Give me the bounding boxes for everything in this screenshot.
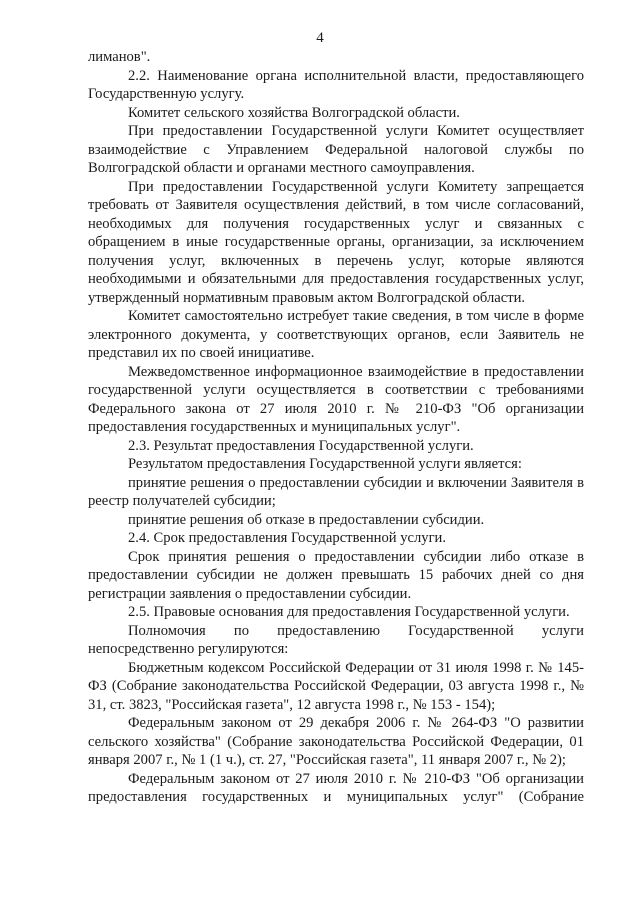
paragraph: Комитет самостоятельно истребует такие сведения, в том числе в форме электронного документа, у соответствующих органов, если Заявитель не представил их по своей инициативе. [88,308,584,361]
paragraph: Федеральным законом от 29 декабря 2006 г. № 264-ФЗ "О развитии сельского хозяйства" (Собрание законодательства Российской Федерации, 01 января 2007 г., № 1 (1 ч.), ст. 27, "Российская газета", 11 января 2007 г., № 2); [88,715,584,768]
paragraph: Комитет сельского хозяйства Волгоградской области. [128,104,460,121]
paragraph: Федеральным законом от 27 июля 2010 г. № 210-ФЗ "Об организации предоставления государственных и муниципальных услуг" (Собрание [88,770,584,805]
paragraph: принятие решения о предоставлении субсидии и включении Заявителя в реестр получателей субсидии; [88,474,584,509]
document-body [88,48,584,807]
paragraph: Полномочия по предоставлению Государственной услуги непосредственно регулируются: [88,622,584,657]
paragraph: лиманов". [88,49,151,65]
paragraph: 2.4. Срок предоставления Государственной услуги. [128,530,447,546]
paragraph: 2.3. Результат предоставления Государственной услуги. [128,437,474,454]
paragraph: принятие решения об отказе в предоставлении субсидии. [128,511,485,528]
paragraph: 2.2. Наименование органа исполнительной власти, предоставляющего Государственную услугу. [88,67,584,102]
paragraph: При предоставлении Государственной услуги Комитет осуществляет взаимодействие с Управлением Федеральной налоговой службы по Волгоградской области и органами местного самоуправления. [88,123,584,176]
paragraph: При предоставлении Государственной услуги Комитету запрещается требовать от Заявителя осуществления действий, в том числе согласований, необходимых для получения государственных услуг и связанных с обращением в иные государственные органы, организации, за исключением получения услуг, включенных в перечень услуг, которые являются необходимыми и обязательными для предоставления государственных услуг, утвержденный нормативным правовым актом Волгоградской области. [88,178,584,306]
paragraph: Срок принятия решения о предоставлении субсидии либо отказе в предоставлении субсидии не должен превышать 15 рабочих дней со дня регистрации заявления о предоставлении субсидии. [88,548,584,602]
paragraph: Бюджетным кодексом Российской Федерации от 31 июля 1998 г. № 145-ФЗ (Собрание законодательства Российской Федерации, 03 августа 1998 г., № 31, ст. 3823, "Российская газета", 12 августа 1998 г., № 153 - 154); [88,659,584,713]
page-number: 4 [316,30,324,46]
paragraph: 2.5. Правовые основания для предоставления Государственной услуги. [128,604,570,620]
paragraph: Межведомственное информационное взаимодействие в предоставлении государственной услуги осуществляется в соответствии с требованиями Федерального закона от 27 июля 2010 г. № 210-ФЗ "Об организации предоставления государственных и муниципальных услуг". [88,363,584,435]
paragraph: Результатом предоставления Государственной услуги является: [128,456,522,472]
